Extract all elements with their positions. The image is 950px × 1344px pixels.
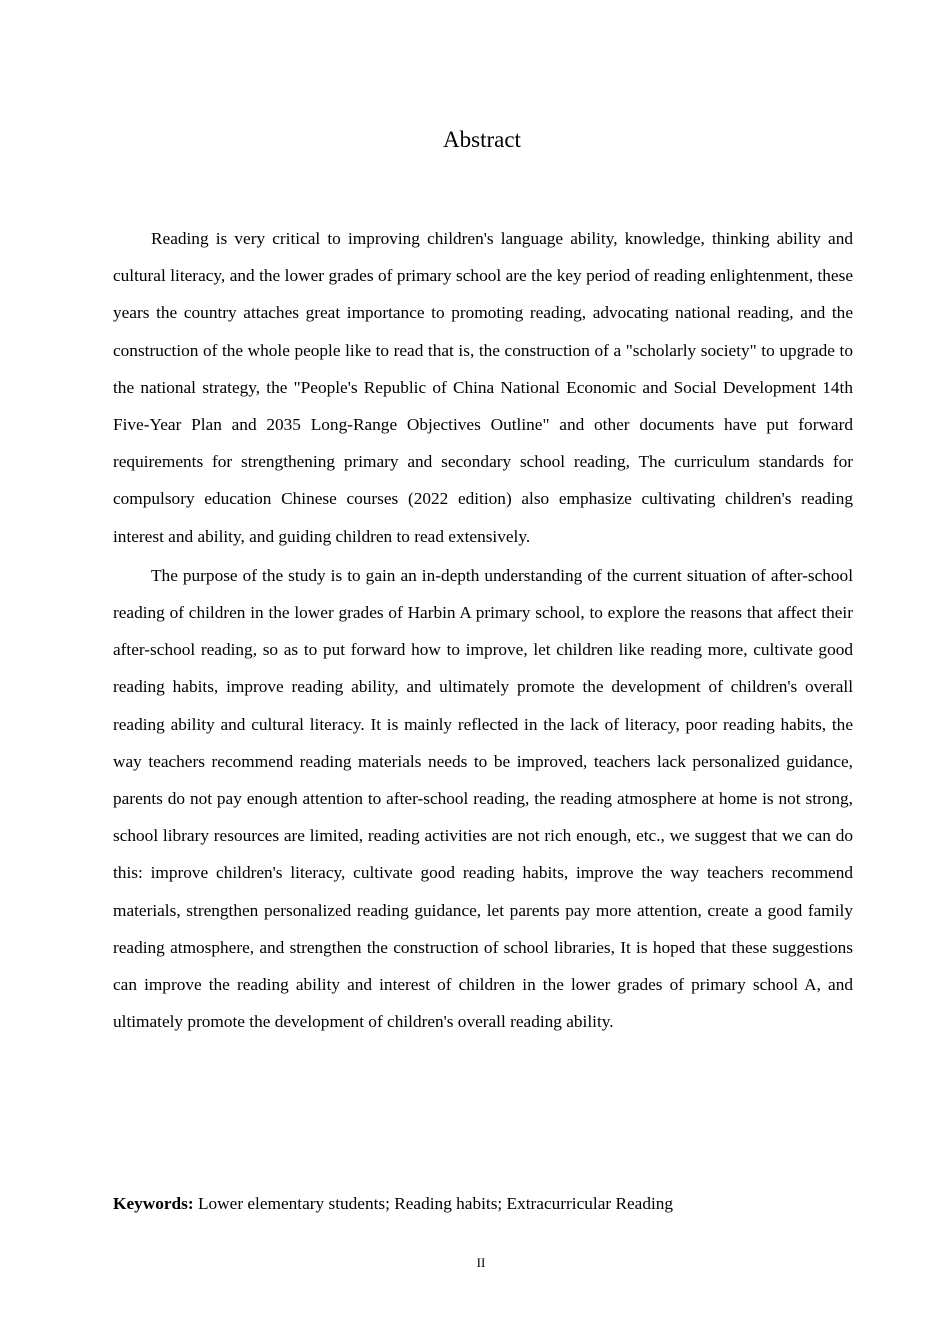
keywords-text: Lower elementary students; Reading habits; Extracurricular Reading [197,1194,674,1213]
keywords-line [113,1190,853,1218]
abstract-body [113,220,853,1040]
page-title: Abstract [443,127,521,152]
page-number: II [476,1255,486,1270]
abstract-paragraph-2: The purpose of the study is to gain an in-depth understanding of the current situation of after-school reading of children in the lower grades of Harbin A primary school, to explore the reasons that affect their after-school reading, so as to put forward how to improve, let children like reading more, cultivate good reading habits, improve reading ability, and ultimately promote the development of children's overall reading ability and cultural literacy. It is mainly reflected in the lack of literacy, poor reading habits, the way teachers recommend reading materials needs to be improved, teachers lack personalized guidance, parents do not pay enough attention to after-school reading, the reading atmosphere at home is not strong, school library resources are limited, reading activities are not rich enough, etc., we suggest that we can do this: improve children's literacy, cultivate good reading habits, improve the way teachers recommend materials, strengthen personalized reading guidance, let parents pay more attention, create a good family reading atmosphere, and strengthen the construction of school libraries, It is hoped that these suggestions can improve the reading ability and interest of children in the lower grades of primary school A, and ultimately promote the development of children's overall reading ability. [113,565,853,1032]
abstract-paragraph-1: Reading is very critical to improving children's language ability, knowledge, thinking ability and cultural literacy, and the lower grades of primary school are the key period of reading enlightenment, these years the country attaches great importance to promoting reading, advocating national reading, and the construction of the whole people like to read that is, the construction of a "scholarly society" to upgrade to the national strategy, the "People's Republic of China National Economic and Social Development 14th Five-Year Plan and 2035 Long-Range Objectives Outline" and other documents have put forward requirements for strengthening primary and secondary school reading, The curriculum standards for compulsory education Chinese courses (2022 edition) also emphasize cultivating children's reading interest and ability, and guiding children to read extensively. [113,229,853,546]
keywords-label: Keywords: [113,1194,194,1213]
